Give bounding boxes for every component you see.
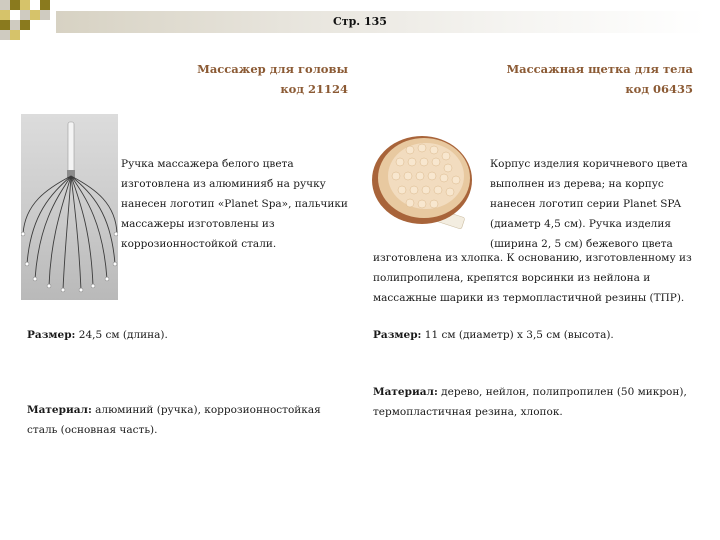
- right-material-value: дерево, нейлон, полипропилен (50 микрон),: [441, 386, 687, 398]
- right-material-label: Материал:: [373, 386, 438, 398]
- left-description-line: Ручка массажера белого цвета: [121, 158, 294, 170]
- right-material-value-cont: термопластичная резина, хлопок.: [373, 406, 563, 418]
- left-description-line: массажеры изготовлены из: [121, 218, 275, 230]
- head-massager-photo: [21, 114, 118, 300]
- right-size-label: Размер:: [373, 329, 422, 341]
- head-massager-icon: [21, 114, 118, 300]
- left-size-value: 24,5 см (длина).: [78, 329, 168, 341]
- right-size: [373, 325, 713, 345]
- right-description-line: выполнен из дерева; на корпус: [490, 178, 664, 190]
- left-product-code: код 21124: [280, 82, 348, 96]
- right-description-line: массажные шарики из термопластичной резины (ТПР).: [373, 292, 685, 304]
- right-material: [373, 382, 713, 422]
- left-description-line: изготовлена из алюминияб на ручку: [121, 178, 326, 190]
- left-size: [27, 325, 347, 345]
- left-description-line: нанесен логотип «Planet Spa», пальчики: [121, 198, 348, 210]
- right-description-full: [373, 248, 713, 308]
- left-material-label: Материал:: [27, 404, 92, 416]
- left-product-heading: Массажер для головы: [197, 62, 348, 76]
- left-description-line: коррозионностойкой стали.: [121, 238, 277, 250]
- right-description-line: (ширина 2, 5 см) бежевого цвета: [490, 238, 673, 250]
- right-description: [490, 154, 710, 254]
- left-size-label: Размер:: [27, 329, 76, 341]
- left-material-value: алюминий (ручка), коррозионностойкая: [95, 404, 321, 416]
- body-brush-photo: [360, 120, 480, 240]
- right-description-line: (диаметр 4,5 см). Ручка изделия: [490, 218, 671, 230]
- right-product-heading: Массажная щетка для тела: [506, 62, 693, 76]
- left-description: [121, 154, 356, 254]
- left-material: [27, 400, 347, 440]
- right-product-code: код 06435: [625, 82, 693, 96]
- right-description-line: полипропилена, крепятся ворсинки из нейлона и: [373, 272, 651, 284]
- right-description-line: изготовлена из хлопка. К основанию, изготовленному из: [373, 252, 692, 264]
- right-description-line: Корпус изделия коричневого цвета: [490, 158, 688, 170]
- page-title: Стр. 135: [333, 15, 387, 28]
- body-brush-icon: [360, 120, 480, 240]
- left-material-value-cont: сталь (основная часть).: [27, 424, 158, 436]
- right-description-line: нанесен логотип серии Planet SPA: [490, 198, 682, 210]
- right-size-value: 11 см (диаметр) х 3,5 см (высота).: [424, 329, 614, 341]
